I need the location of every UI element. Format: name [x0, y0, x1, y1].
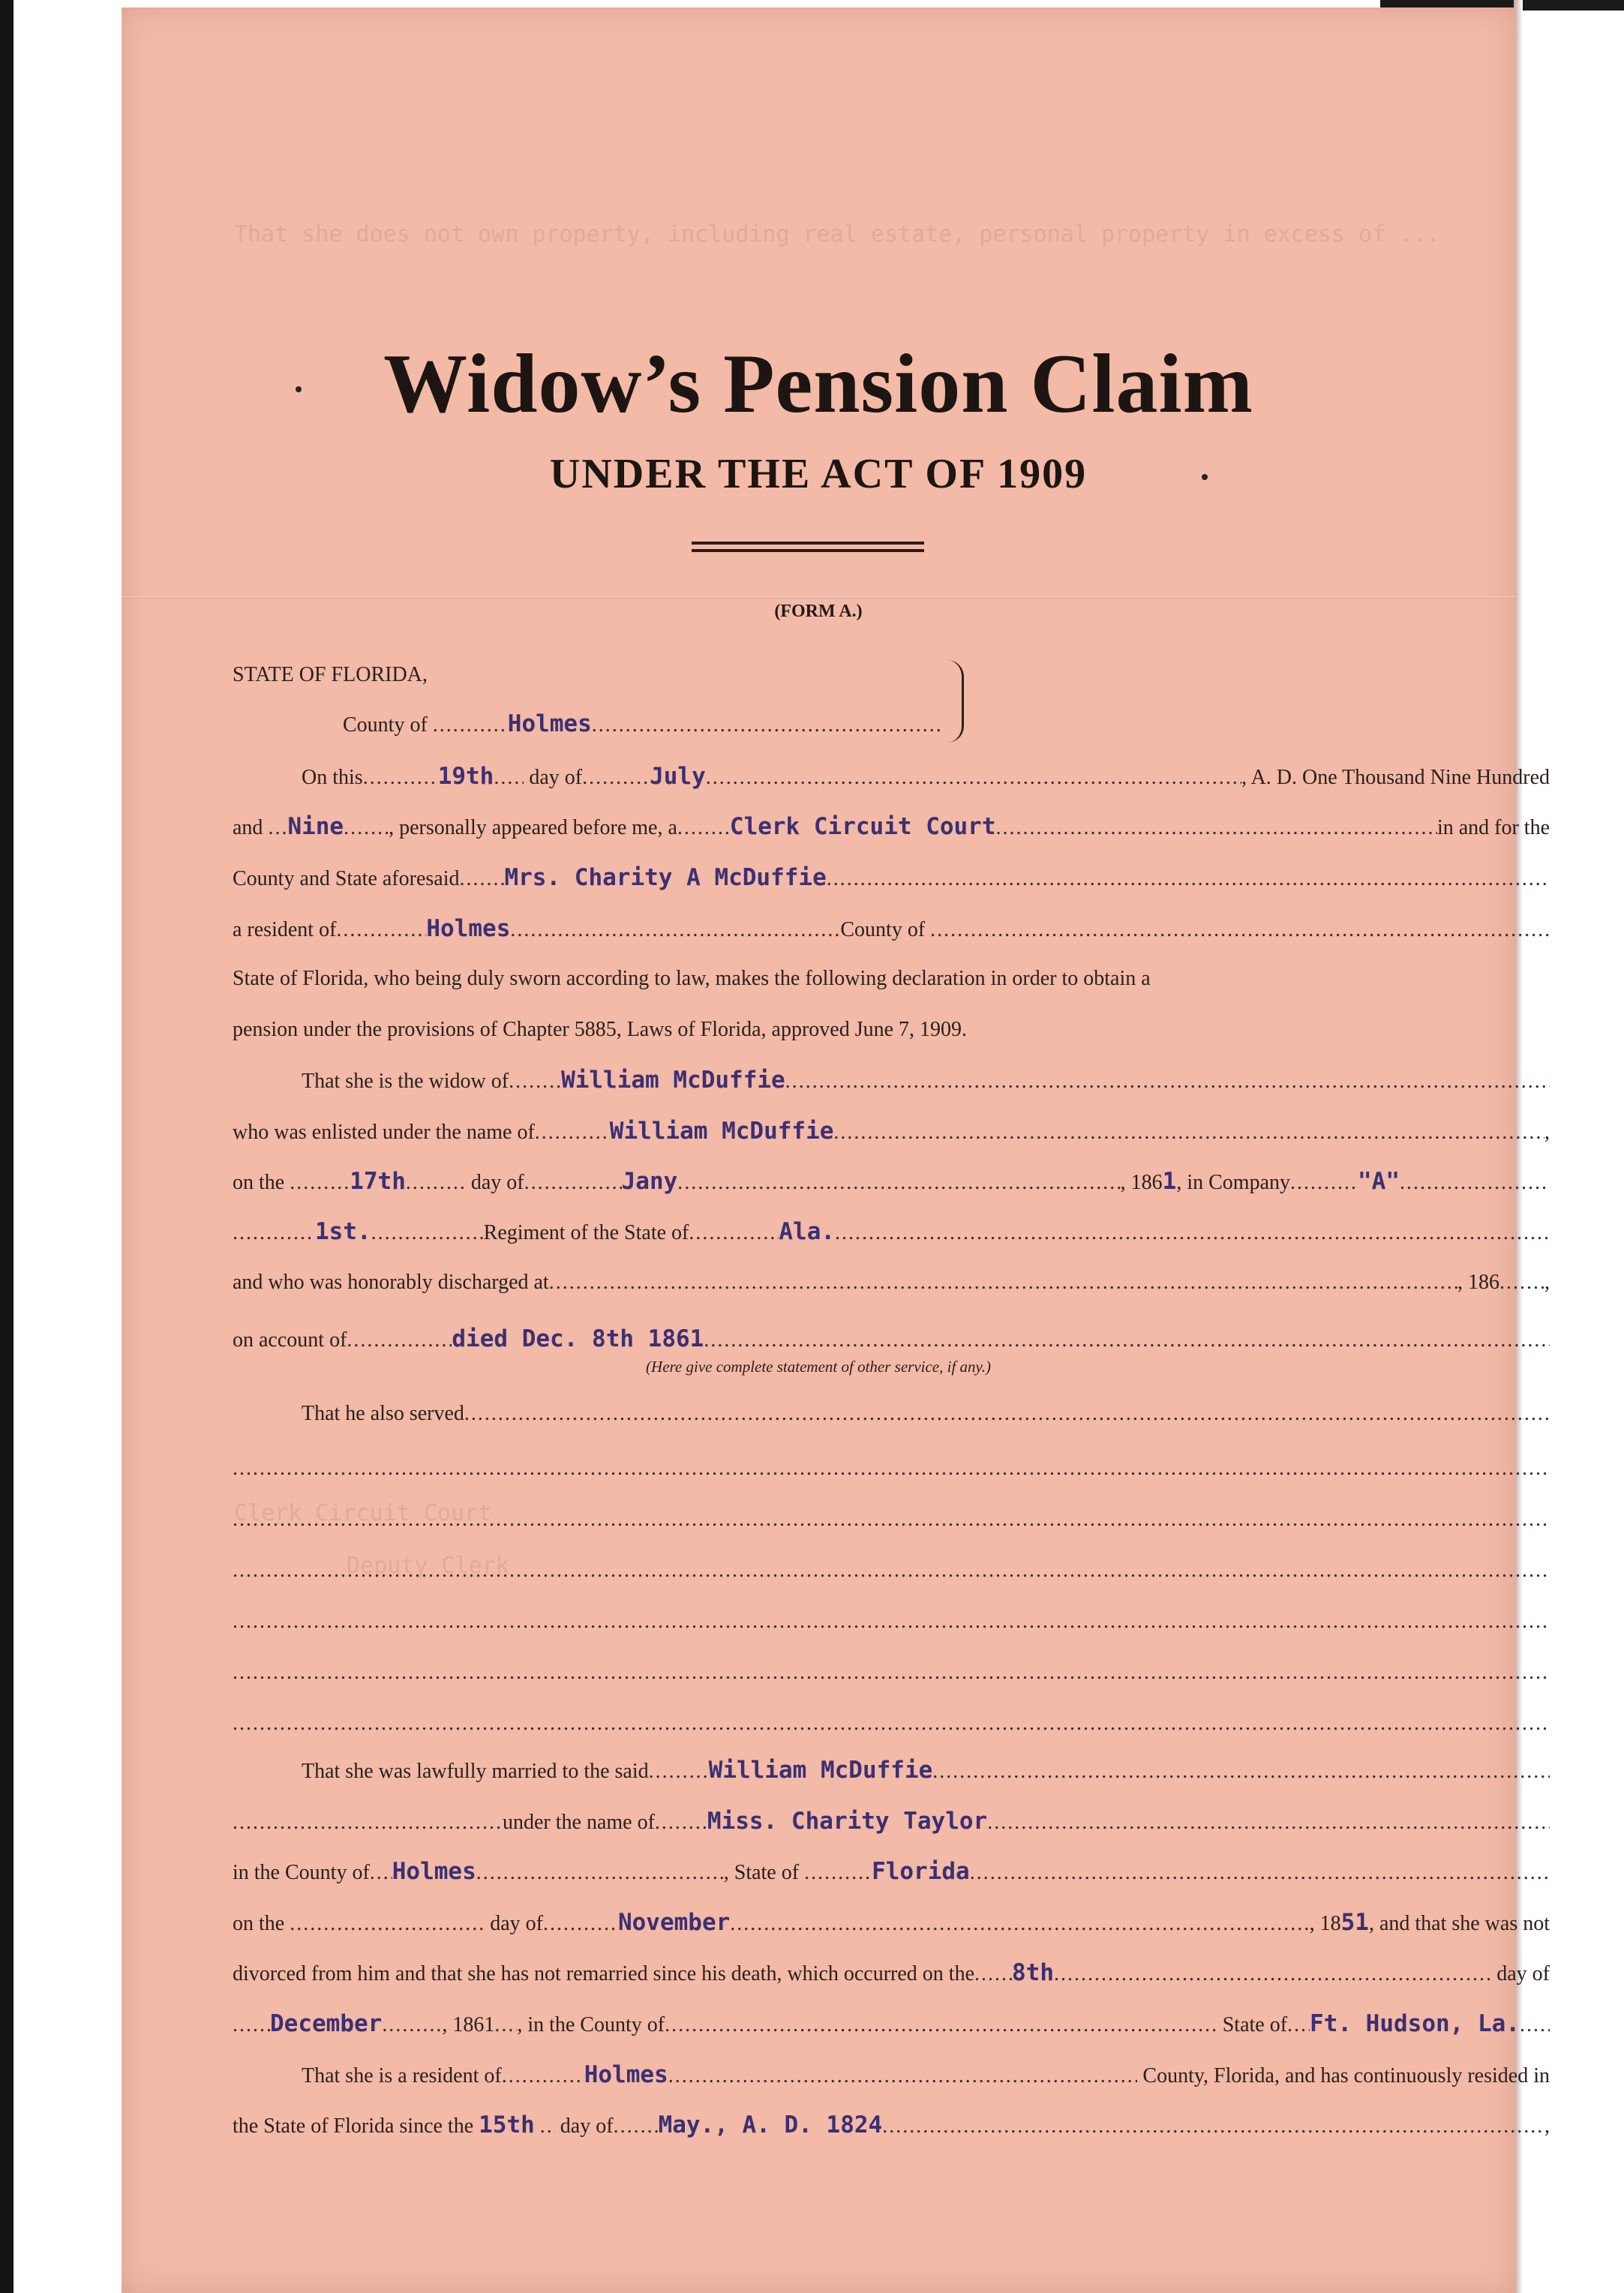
bleed-through: Deputy Clerk — [347, 1553, 509, 1579]
county-field[interactable]: Holmes — [507, 710, 592, 737]
blank-line[interactable] — [233, 1508, 1550, 1530]
bleed-through: Clerk Circuit Court — [234, 1500, 492, 1526]
declaration-text: State of Florida, who being duly sworn according to law, makes the following declaration in order to obtain a — [233, 967, 1151, 990]
death-month-field[interactable]: December — [270, 2010, 383, 2037]
officer-field[interactable]: Clerk Circuit Court — [729, 813, 996, 840]
also-served-line: That he also served ..... — [302, 1399, 1550, 1429]
residence-county-field[interactable]: Holmes — [426, 915, 511, 942]
enlisted-line: who was enlisted under the name of ..... William McDuffie ..... , — [233, 1116, 1550, 1148]
regiment-field[interactable]: 1st. — [315, 1218, 371, 1245]
service-note: (Here give complete statement of other service, if any.) — [646, 1358, 991, 1376]
death-place-field[interactable]: Ft. Hudson, La. — [1310, 2010, 1520, 2037]
blank-line[interactable] — [233, 1610, 1550, 1632]
reason-field[interactable]: died Dec. 8th 1861 — [452, 1325, 704, 1352]
month-field[interactable]: July — [650, 763, 706, 790]
bracket — [944, 660, 964, 743]
title-rule-lower — [692, 549, 924, 552]
death-day-field[interactable]: 8th — [1012, 1959, 1055, 1986]
death-county-field[interactable] — [665, 2010, 1217, 2040]
residence-date-field[interactable]: May., A. D. 1824 — [658, 2111, 883, 2138]
officer-line: and ..... Nine ..... , personally appeared before me, a ..... Clerk Circuit Court ..... in and for the — [233, 812, 1550, 843]
scan-left-edge — [0, 0, 14, 2293]
blank-line[interactable] — [233, 1661, 1550, 1683]
resident-county-field[interactable]: Holmes — [584, 2061, 668, 2088]
death-place-line: ..... December ..... , 1861 ..... , in the County of ..... State of ..... Ft. Hudson, La. ..... — [233, 2009, 1550, 2040]
page-title: Widow’s Pension Claim — [383, 338, 1253, 431]
print-dot — [1202, 474, 1208, 480]
residence-day-field[interactable]: 15th — [479, 2111, 535, 2138]
claimant-field[interactable]: Mrs. Charity A McDuffie — [504, 864, 827, 891]
discharge-line: and who was honorably discharged at ..... , 186 ..... , — [233, 1268, 1550, 1298]
enlist-day-field[interactable]: 17th — [350, 1168, 406, 1195]
state-header: STATE OF FLORIDA, — [233, 663, 428, 686]
enlistment-date-line: on the ..... 17th ..... day of ..... Jany ..... , 186 1 , in Company ..... "A" ..... — [233, 1166, 1550, 1198]
husband-field[interactable]: William McDuffie — [561, 1067, 785, 1094]
form-paper — [122, 8, 1550, 2293]
residence-line: a resident of ..... Holmes ..... County of ..... — [233, 914, 1550, 945]
discharge-place-field[interactable] — [549, 1268, 1457, 1298]
date-line: On this ..... 19th ..... day of ..... July ..... , A. D. One Thousand Nine Hundred — [302, 761, 1550, 793]
blank-line[interactable] — [233, 1457, 1550, 1479]
enlist-year-field[interactable]: 1 — [1162, 1168, 1177, 1195]
year-field[interactable]: Nine — [287, 813, 344, 840]
enlisted-name-field[interactable]: William McDuffie — [609, 1118, 834, 1145]
account-line: on account of ..... died Dec. 8th 1861 ..... — [233, 1324, 1550, 1355]
maiden-name-line: ..... under the name of ..... Miss. Charity Taylor ..... — [233, 1806, 1550, 1838]
marriage-year-field[interactable]: 51 — [1340, 1909, 1369, 1936]
blank-line[interactable] — [233, 1712, 1550, 1734]
bleed-through: That she does not own property, including real estate, personal property in excess of ... — [234, 221, 1440, 248]
maiden-name-field[interactable]: Miss. Charity Taylor — [707, 1808, 988, 1835]
county-line: County of ..... Holmes ..... — [343, 709, 943, 740]
chapter-text: pension under the provisions of Chapter 5885, Laws of Florida, approved June 7, 1909. — [233, 1018, 968, 1041]
resident-line: That she is a resident of ..... Holmes ..... County, Florida, and has continuously resided in — [302, 2060, 1550, 2091]
residence-since-line: the State of Florida since the 15th ..... day of ..... May., A. D. 1824 ..... , — [233, 2110, 1550, 2141]
marriage-month-field[interactable]: November — [617, 1909, 731, 1936]
enlist-month-field[interactable]: Jany — [621, 1168, 678, 1195]
marriage-county-field[interactable]: Holmes — [392, 1858, 476, 1885]
marriage-state-field[interactable]: Florida — [872, 1858, 970, 1885]
widow-line: That she is the widow of ..... William McDuffie ..... — [302, 1065, 1550, 1097]
paper-fold — [122, 596, 1515, 599]
also-served-field[interactable] — [464, 1399, 1550, 1429]
marriage-line: That she was lawfully married to the said ..... William McDuffie ..... — [302, 1755, 1550, 1787]
title-rule-upper — [692, 542, 924, 545]
marriage-date-line: on the ..... day of ..... November ..... , 18 51 , and that she was not — [233, 1907, 1550, 1939]
blank-line[interactable] — [233, 1559, 1550, 1581]
regiment-line: ..... 1st. ..... Regiment of the State of ..... Ala. ..... — [233, 1217, 1550, 1248]
regiment-state-field[interactable]: Ala. — [779, 1218, 836, 1245]
form-label: (FORM A.) — [774, 602, 863, 621]
claimant-line: County and State aforesaid ..... Mrs. Charity A McDuffie ..... — [233, 863, 1550, 894]
death-line: divorced from him and that she has not remarried since his death, which occurred on the ..... 8th ..... day of — [233, 1958, 1550, 1989]
marriage-county-line: in the County of ..... Holmes ..... , State of ..... Florida ..... — [233, 1856, 1550, 1888]
day-field[interactable]: 19th — [437, 763, 494, 790]
page-subtitle: UNDER THE ACT OF 1909 — [549, 451, 1088, 497]
company-field[interactable]: "A" — [1358, 1168, 1400, 1195]
married-husband-field[interactable]: William McDuffie — [708, 1757, 933, 1784]
